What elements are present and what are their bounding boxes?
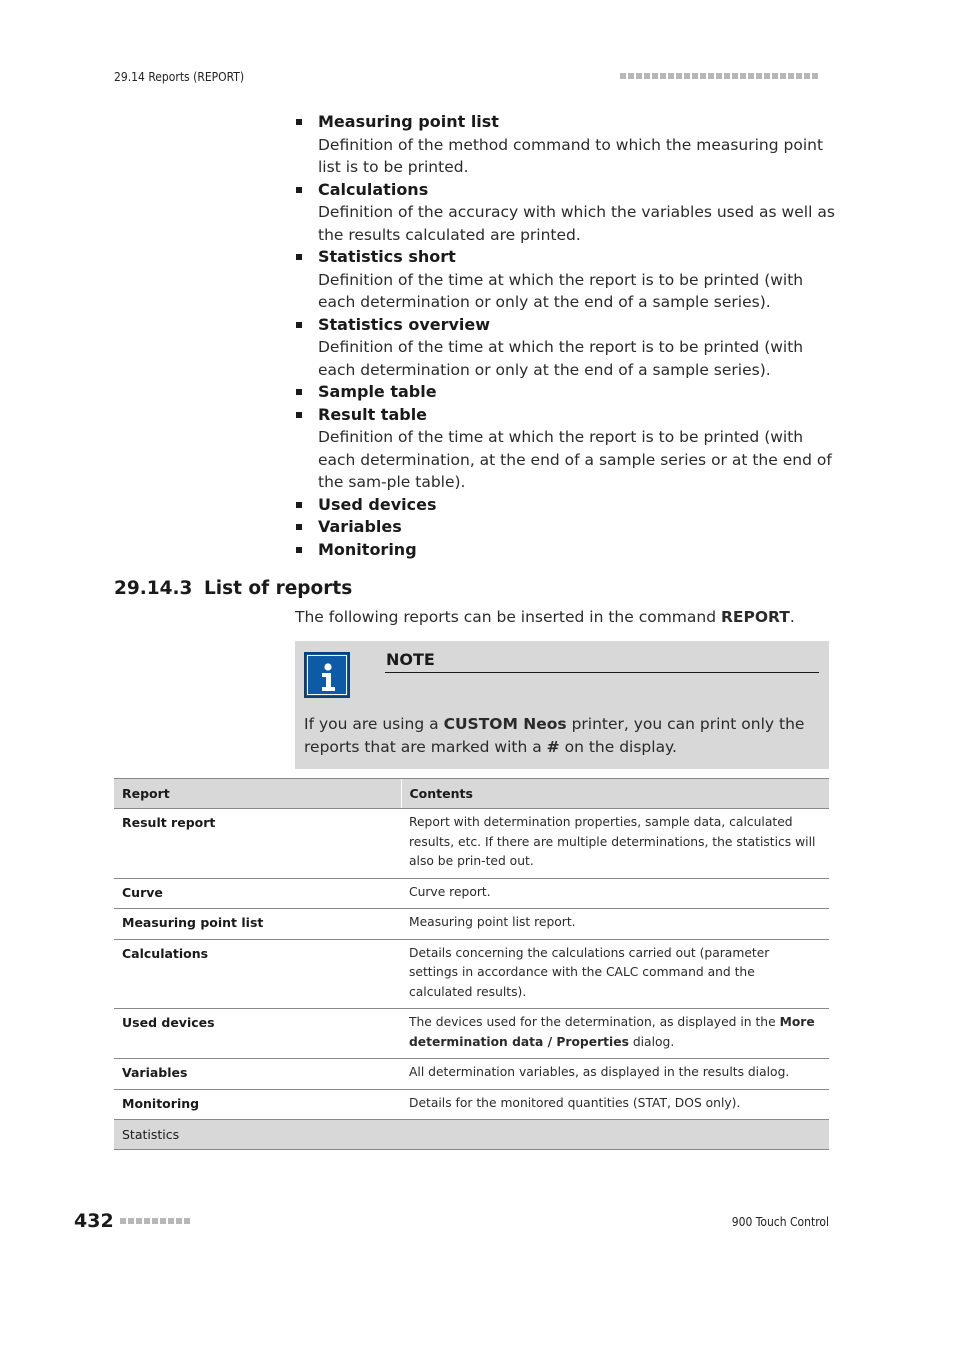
list-item [295,179,835,247]
bullet-marker [296,254,302,260]
bullet-marker [296,547,302,553]
report-contents: Report with determination properties, sample data, calculated results, etc. If there are multiple determinations, the statistics will also be prin-ted out. [401,809,829,879]
group-label: Statistics [114,1120,829,1150]
running-header: 29.14 Reports (REPORT) [114,70,245,84]
report-contents: Curve report. [401,878,829,909]
list-item [295,404,835,494]
note-marker: # [546,737,560,756]
item-description: Definition of the time at which the report is to be printed (with each determination, at the end of a sample series or at the end of the sam-ple table). [318,428,832,491]
intro-paragraph [295,606,795,628]
report-contents: All determination variables, as displayed in the results dialog. [401,1059,829,1090]
note-divider [385,672,819,673]
list-item [295,516,835,539]
table-row [114,939,829,1009]
item-title: Calculations [318,179,429,199]
item-title: Statistics overview [318,314,491,334]
contents-text: The devices used for the determination, as displayed in the [409,1015,780,1029]
list-item [295,381,835,404]
note-title: NOTE [386,650,435,669]
item-title: Statistics short [318,247,456,266]
list-item [295,539,835,562]
note-text-part: printer, you can print only the reports that are marked with a [304,715,805,756]
section-number: 29.14.3 [114,578,193,599]
list-item [295,314,835,382]
item-title: Used devices [318,494,437,514]
table-row [114,878,829,909]
list-item [295,494,835,517]
intro-end: . [789,608,795,626]
table-group-row [114,1120,829,1150]
page-number: 432 [74,1210,114,1232]
note-text-part: If you are using a [304,715,444,733]
report-name: Result report [114,809,401,879]
bullet-marker [296,119,302,125]
column-header-report: Report [114,779,401,809]
parameter-list [295,111,835,561]
intro-text: The following reports can be inserted in the command [295,608,721,626]
item-description: Definition of the time at which the report is to be printed (with each determination or only at the end of a sample series). [318,270,804,311]
item-title: Result table [318,404,428,424]
report-contents [401,1009,829,1059]
item-title: Variables [318,517,402,536]
item-title: Sample table [318,382,437,401]
section-heading [114,578,352,599]
table-row [114,909,829,940]
table-header-row [114,779,829,809]
header-decoration [620,73,818,79]
item-title: Measuring point list [318,112,499,131]
product-name: 900 Touch Control [731,1215,829,1229]
item-description: Definition of the method command to which the measuring point list is to be printed. [318,135,824,176]
bullet-marker [296,524,302,530]
contents-text: dialog. [628,1034,675,1049]
bullet-marker [296,412,302,418]
report-name: Monitoring [114,1089,401,1120]
report-name: Measuring point list [114,909,401,940]
report-name: Variables [114,1059,401,1090]
bullet-marker [296,502,302,508]
report-contents: Details for the monitored quantities (STAT, DOS only). [401,1089,829,1120]
note-box [295,641,829,769]
table-row [114,809,829,879]
column-header-contents: Contents [401,779,829,809]
info-icon [304,652,350,698]
report-name: Calculations [114,939,401,1009]
table-row [114,1009,829,1059]
bullet-marker [296,322,302,328]
note-printer-name: CUSTOM Neos [443,715,567,733]
item-description: Definition of the time at which the report is to be printed (with each determination or only at the end of a sample series). [318,338,804,379]
list-item [295,246,835,314]
report-contents: Details concerning the calculations carried out (parameter settings in accordance with the CALC command and the calculated results). [401,939,829,1009]
table-row [114,1089,829,1120]
item-description: Definition of the accuracy with which the variables used as well as the results calculated are printed. [318,203,835,244]
report-contents: Measuring point list report. [401,909,829,940]
intro-command: REPORT [721,608,790,626]
reports-table [114,778,829,1150]
list-item [295,111,835,179]
bullet-marker [296,389,302,395]
note-text-part: on the display. [559,737,677,756]
report-name: Curve [114,878,401,909]
note-text [304,713,819,758]
table-row [114,1059,829,1090]
section-title: List of reports [204,578,353,599]
report-name: Used devices [114,1009,401,1059]
dialog-reference: More determination data / Properties [409,1015,815,1049]
bullet-marker [296,187,302,193]
item-title: Monitoring [318,539,417,559]
footer-decoration [120,1218,190,1224]
